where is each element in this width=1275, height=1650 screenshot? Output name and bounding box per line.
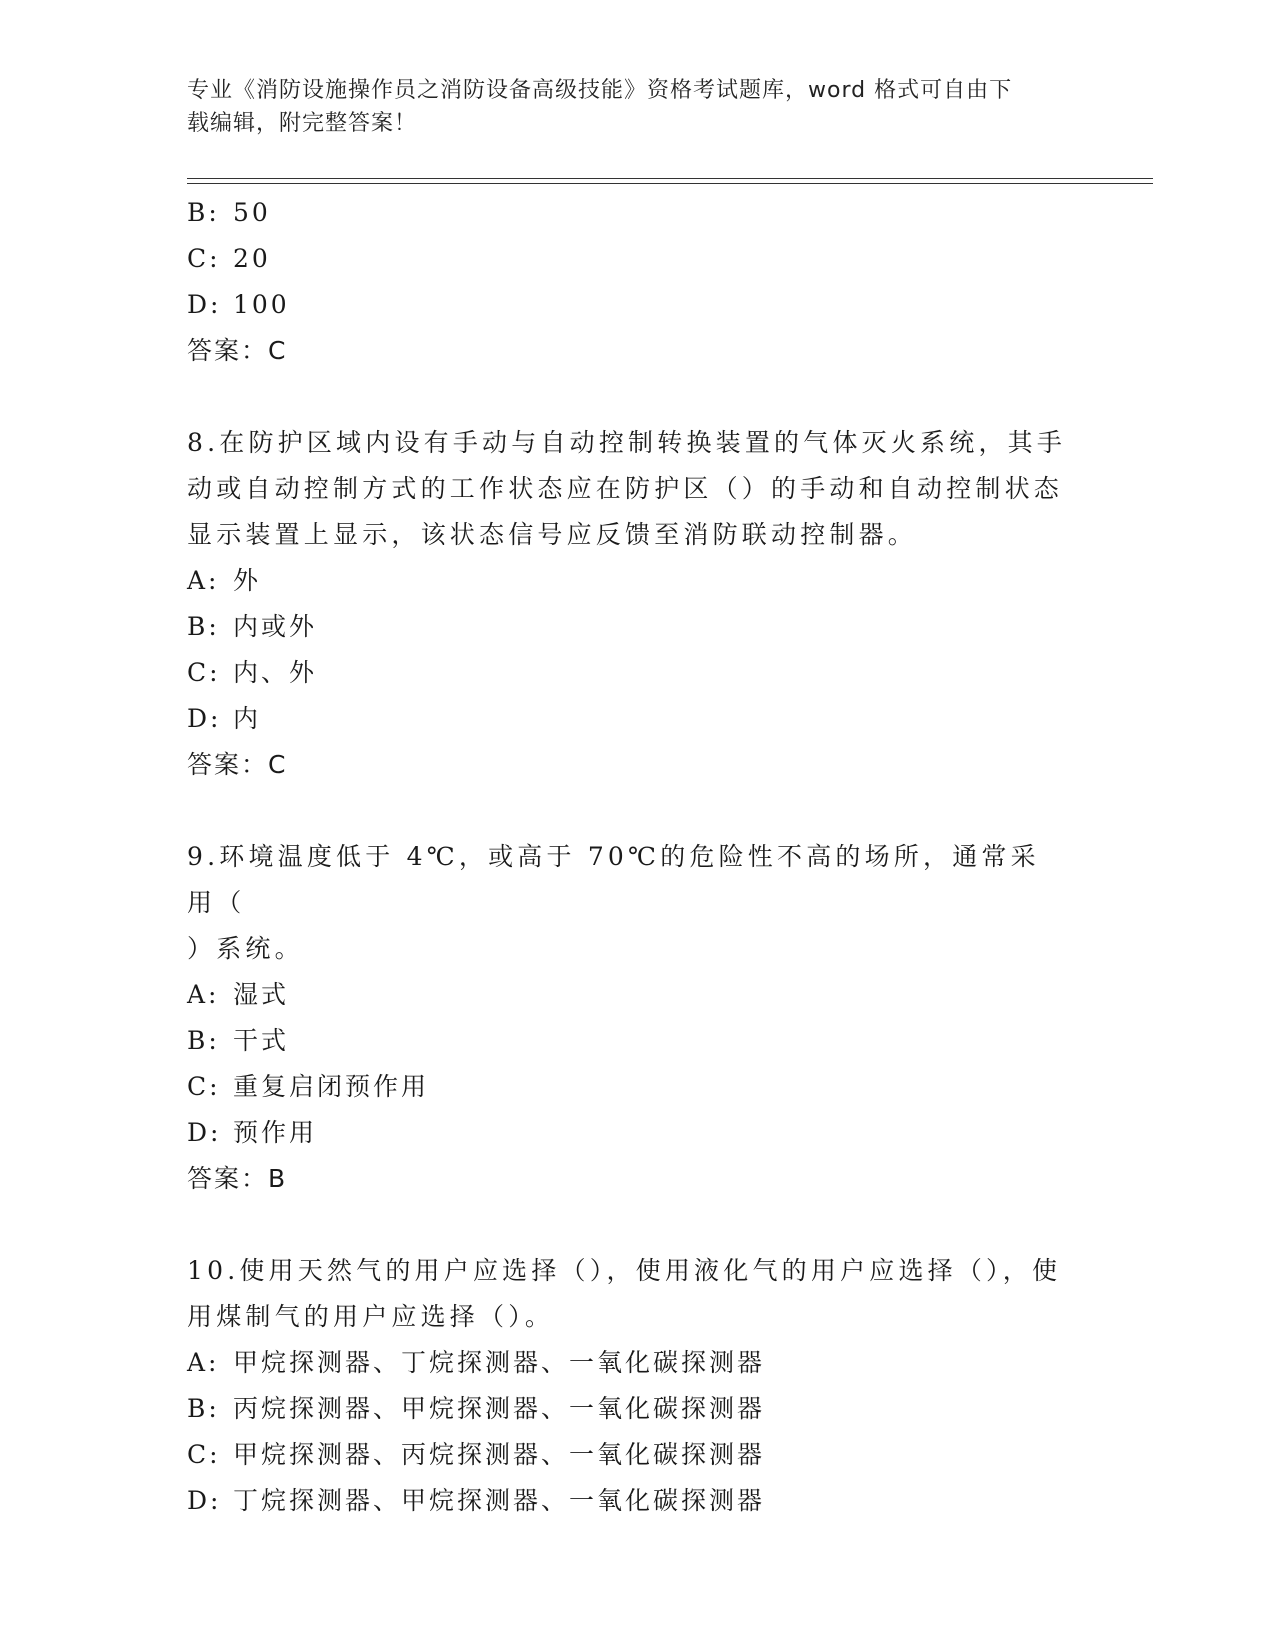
- question-9: [187, 834, 1087, 1202]
- question-8: [187, 420, 1087, 788]
- answer: 答案：B: [187, 1164, 288, 1193]
- header-line-2: 载编辑，附完整答案！: [187, 111, 418, 136]
- option-d: D: 100: [187, 290, 290, 319]
- option-a: A: 甲烷探测器、丁烷探测器、一氧化碳探测器: [187, 1348, 766, 1377]
- document-header: [187, 74, 1067, 140]
- option-a: A: 外: [187, 566, 262, 595]
- question-10: [187, 1248, 1087, 1524]
- option-d: D: 预作用: [187, 1118, 318, 1147]
- question-content: [187, 190, 1087, 1524]
- header-line-1: 专业《消防设施操作员之消防设备高级技能》资格考试题库，word 格式可自由下: [187, 78, 1013, 103]
- answer: 答案：C: [187, 336, 288, 365]
- option-c: C: 内、外: [187, 658, 318, 687]
- option-d: D: 丁烷探测器、甲烷探测器、一氧化碳探测器: [187, 1486, 766, 1515]
- option-b: B: 丙烷探测器、甲烷探测器、一氧化碳探测器: [187, 1394, 766, 1423]
- header-rule-top: [187, 178, 1153, 179]
- answer: 答案：C: [187, 750, 288, 779]
- option-c: C: 甲烷探测器、丙烷探测器、一氧化碳探测器: [187, 1440, 766, 1469]
- option-c: C: 重复启闭预作用: [187, 1072, 430, 1101]
- option-d: D: 内: [187, 704, 262, 733]
- header-rule-bottom: [187, 183, 1153, 184]
- option-a: A: 湿式: [187, 980, 290, 1009]
- option-b: B: 内或外: [187, 612, 318, 641]
- option-b: B: 干式: [187, 1026, 290, 1055]
- question-stem: 8.在防护区域内设有手动与自动控制转换装置的气体灭火系统，其手 动或自动控制方式的工作状态应在防护区（）的手动和自动控制状态 显示装置上显示，该状态信号应反馈至消防联动控制器。: [187, 428, 1067, 549]
- option-c: C: 20: [187, 244, 271, 273]
- question-stem: 10.使用天然气的用户应选择（），使用液化气的用户应选择（），使 用煤制气的用户应选择（）。: [187, 1256, 1062, 1331]
- option-b: B: 50: [187, 198, 271, 227]
- question-7-tail: [187, 190, 1087, 374]
- question-stem: 9.环境温度低于 4℃，或高于 70℃的危险性不高的场所，通常采用（ ）系统。: [187, 842, 1040, 963]
